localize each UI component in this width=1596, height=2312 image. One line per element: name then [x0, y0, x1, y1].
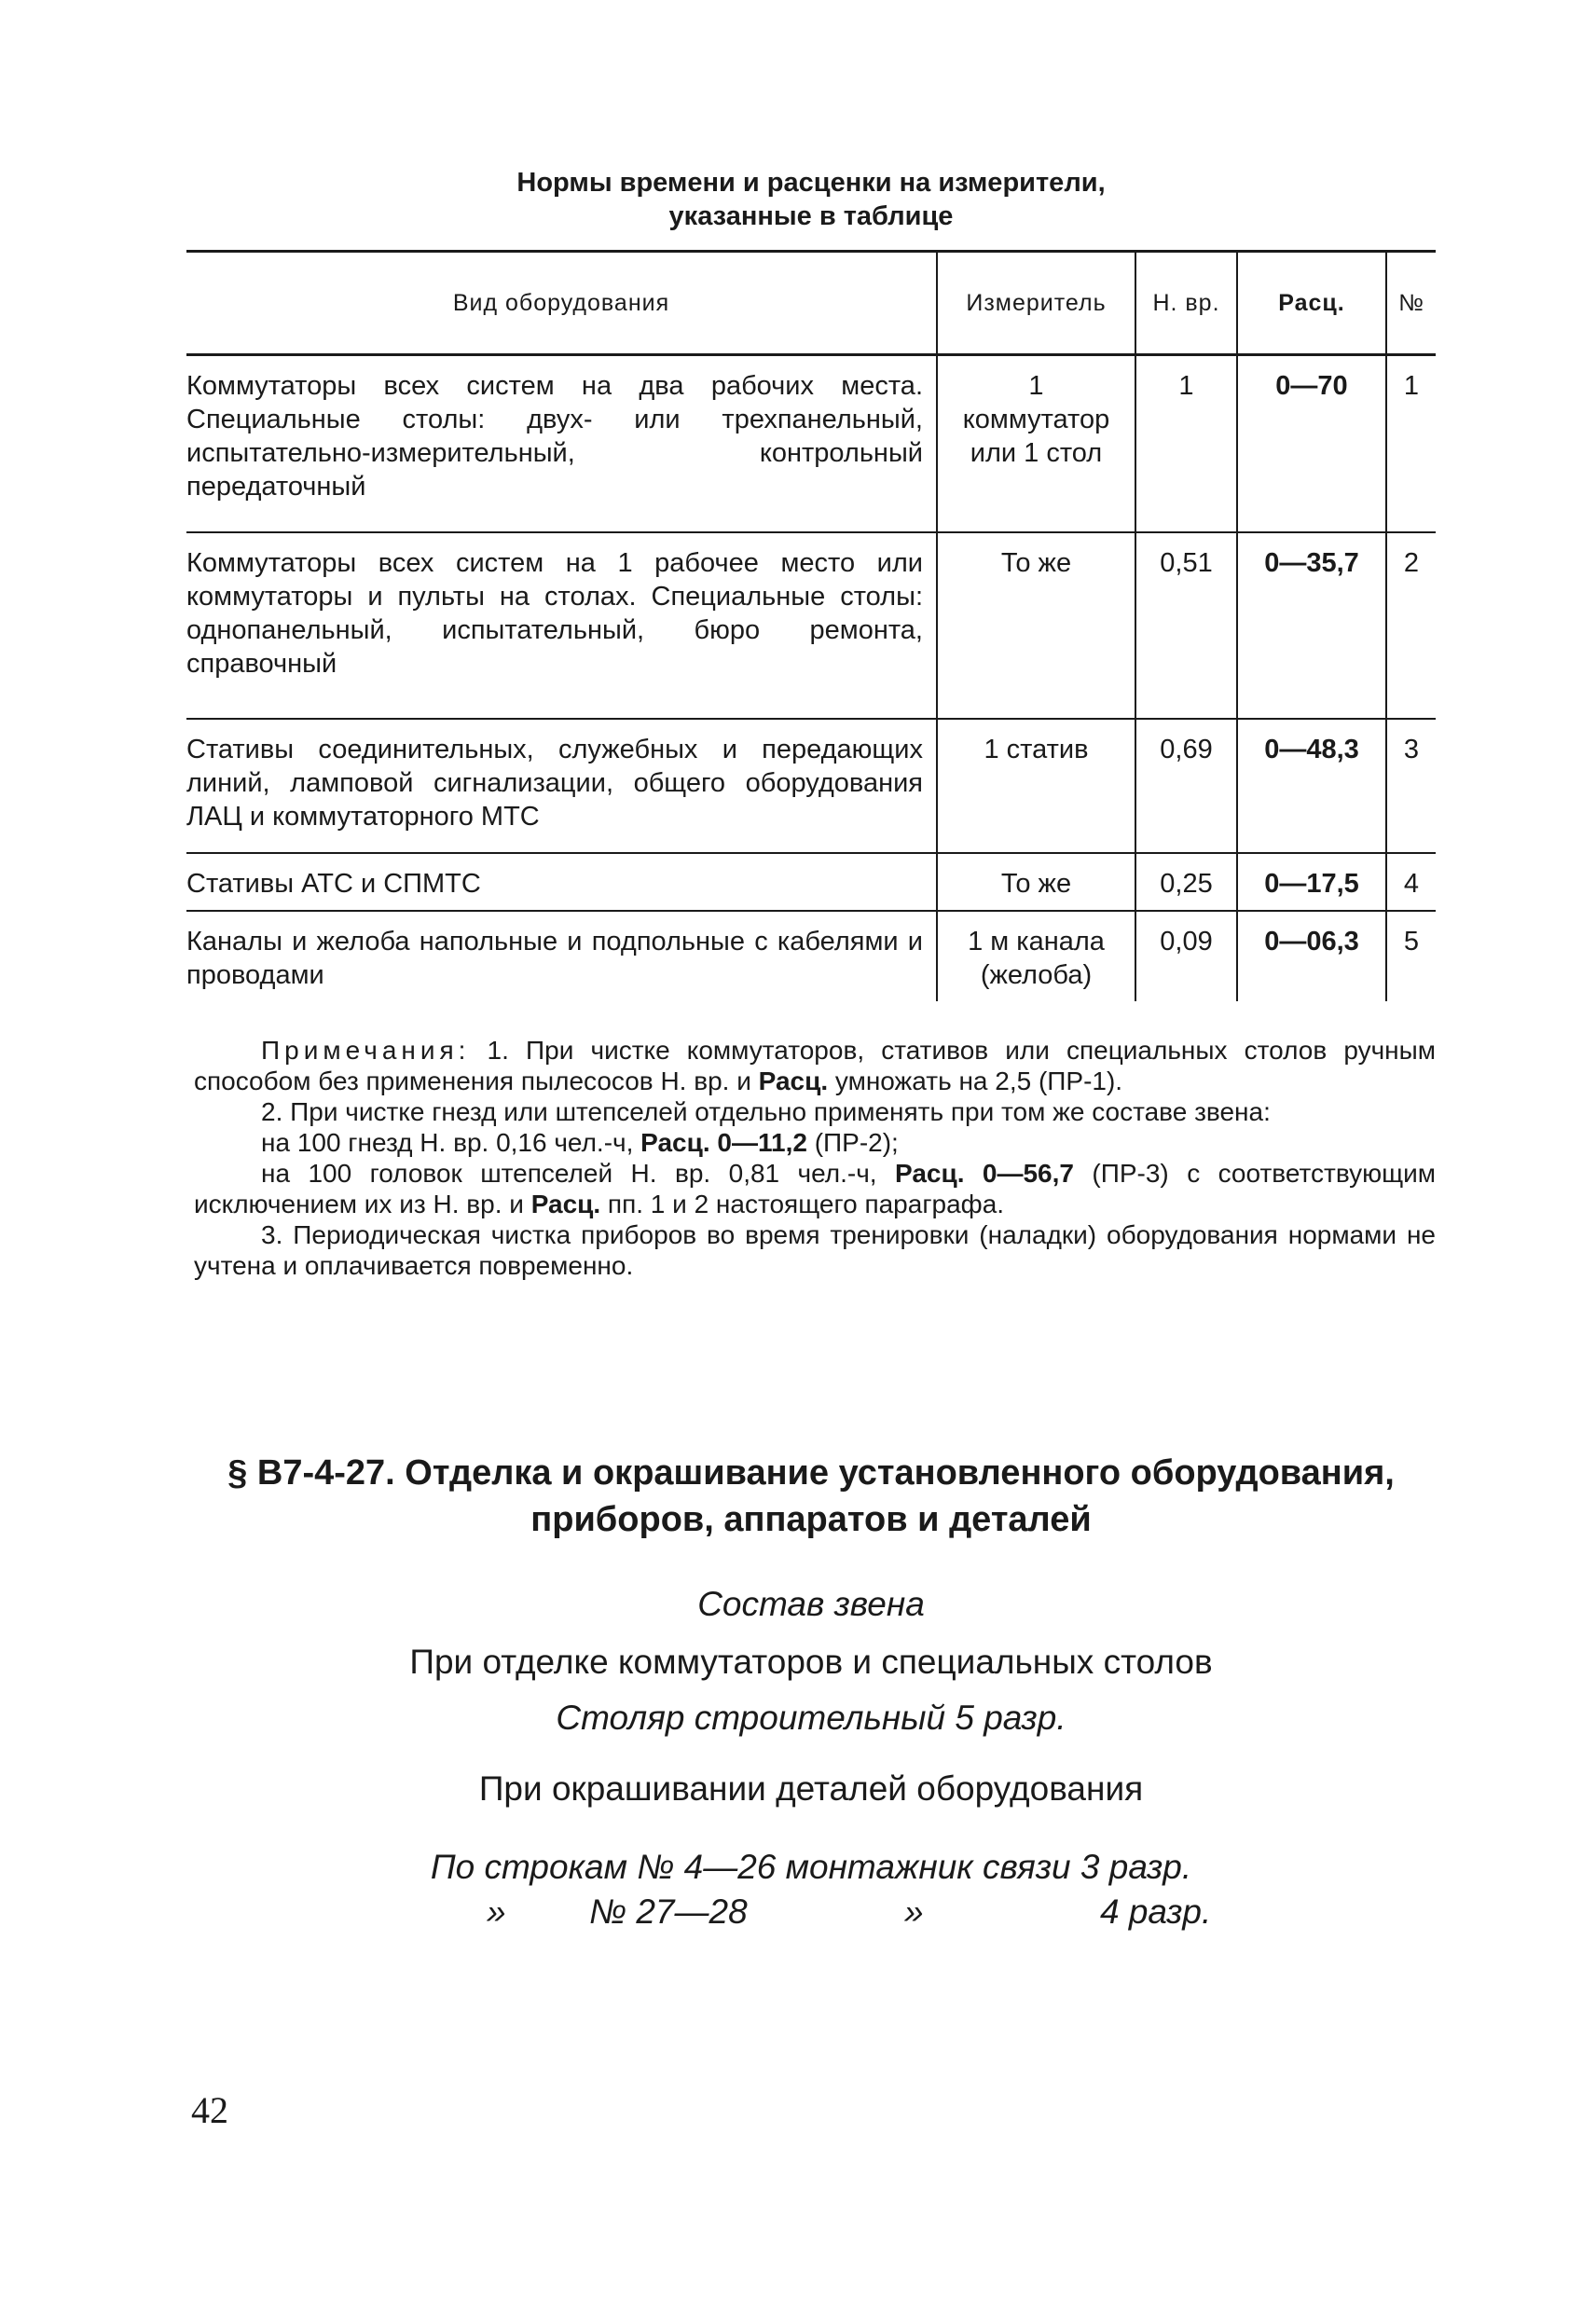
header-time-norm: Н. вр. [1135, 252, 1237, 355]
table-row [186, 719, 1436, 853]
note-2-line-1-code: (ПР-2); [806, 1128, 899, 1157]
crew-worker-carpenter: Столяр строительный 5 разр. [556, 1699, 1066, 1737]
note-3: 3. Периодическая чистка приборов во время тренировки (наладки) оборудования нормами не учтена и оплачивается повременно. [194, 1220, 1436, 1280]
cell-number: 3 [1386, 719, 1436, 853]
header-equipment-type: Вид оборудования [186, 252, 937, 355]
cell-number: 2 [1386, 532, 1436, 719]
section-title-line2: приборов, аппаратов и деталей [530, 1500, 1092, 1539]
table-header-row [186, 252, 1436, 355]
section-title [186, 1450, 1436, 1543]
note-2-line-1-text: на 100 гнезд Н. вр. 0,16 чел.-ч, [261, 1128, 641, 1157]
note-2-line-2 [194, 1158, 1436, 1219]
cell-time-norm: 0,51 [1135, 532, 1237, 719]
ditto-mark: » [487, 1892, 506, 1931]
note-2-line-2-text-end: пп. 1 и 2 настоящего параграфа. [600, 1190, 1005, 1218]
header-rate: Расц. [1237, 252, 1386, 355]
note-1-text: 1. При чистке коммутаторов, стативов или специальных столов ручным способом без применения пылесосов Н. вр. и [194, 1036, 1436, 1095]
header-unit: Измеритель [937, 252, 1135, 355]
cell-equipment-type: Стативы соединительных, служебных и передающих линий, ламповой сигнализации, общего оборудования ЛАЦ и коммутаторного МТС [186, 734, 923, 832]
cell-unit: То же [937, 853, 1135, 911]
table-caption-line2: указанные в таблице [668, 201, 954, 231]
note-2-line-1 [194, 1127, 1436, 1158]
cell-unit: То же [937, 532, 1135, 719]
table-row [186, 355, 1436, 532]
crew-heading: Состав звена [697, 1585, 925, 1623]
cell-equipment-type: Коммутаторы всех систем на 1 рабочее место или коммутаторы и пульты на столах. Специальные столы: однопанельный, испытательный, бюро ремонта, справочный [186, 547, 923, 679]
note-1-rate-label: Расц. [758, 1067, 829, 1095]
table-row [186, 532, 1436, 719]
page-number: 42 [191, 2089, 228, 2131]
cell-number: 4 [1386, 853, 1436, 911]
note-2-line-1-rate: Расц. 0—11,2 [640, 1128, 807, 1157]
crew-case-painting: При окрашивании деталей оборудования [478, 1769, 1144, 1808]
crew-case-finishing: При отделке коммутаторов и специальных столов [409, 1643, 1213, 1681]
cell-rate: 0—17,5 [1237, 853, 1386, 911]
table-caption-line1: Нормы времени и расценки на измерители, [516, 168, 1106, 198]
note-2: 2. При чистке гнезд или штепселей отдельно применять при том же составе звена: [261, 1097, 1271, 1126]
note-1 [194, 1035, 1436, 1096]
notes-label: Примечания: [261, 1036, 471, 1065]
note-1-text-end: умножать на 2,5 (ПР-1). [828, 1067, 1123, 1095]
note-2-line-2-text-mid: (ПР-3) с соответствующим исключением их из Н. вр. и [194, 1159, 1437, 1218]
cell-time-norm: 0,09 [1135, 911, 1237, 1001]
norms-table [186, 250, 1436, 1001]
cell-number: 1 [1386, 355, 1436, 532]
section-title-line1: § В7-4-27. Отделка и окрашивание установленного оборудования, [227, 1453, 1395, 1493]
crew-painting-line-1: По строкам № 4—26 монтажник связи 3 разр. [430, 1848, 1192, 1886]
cell-rate: 0—48,3 [1237, 719, 1386, 853]
crew-painting-grade: 4 разр. [1100, 1892, 1212, 1931]
cell-unit: 1 статив [937, 719, 1135, 853]
crew-painting-rows: № 27—28 [589, 1892, 748, 1931]
ditto-mark: » [904, 1892, 924, 1931]
cell-rate: 0—35,7 [1237, 532, 1386, 719]
table-row [186, 853, 1436, 911]
table-caption [186, 166, 1436, 233]
cell-time-norm: 0,25 [1135, 853, 1237, 911]
notes [194, 1035, 1436, 1281]
cell-unit: 1 м канала (желоба) [937, 911, 1135, 1001]
note-2-line-2-text: на 100 головок штепселей Н. вр. 0,81 чел.-ч, [261, 1159, 896, 1188]
cell-equipment-type: Каналы и желоба напольные и подпольные с кабелями и проводами [186, 926, 923, 990]
cell-equipment-type: Стативы АТС и СПМТС [186, 868, 481, 899]
table-row [186, 911, 1436, 1001]
note-2-line-2-rate: Расц. 0—56,7 [895, 1159, 1074, 1188]
cell-time-norm: 0,69 [1135, 719, 1237, 853]
cell-unit: 1 коммутатор или 1 стол [937, 355, 1135, 532]
note-2-line-2-rate-label: Расц. [530, 1190, 601, 1218]
cell-rate: 0—06,3 [1237, 911, 1386, 1001]
cell-time-norm: 1 [1135, 355, 1237, 532]
cell-equipment-type: Коммутаторы всех систем на два рабочих места. Специальные столы: двух- или трехпанельный, испытательно-измерительный, контрольный передаточный [186, 371, 923, 502]
header-number: № [1386, 252, 1436, 355]
cell-rate: 0—70 [1237, 355, 1386, 532]
cell-number: 5 [1386, 911, 1436, 1001]
